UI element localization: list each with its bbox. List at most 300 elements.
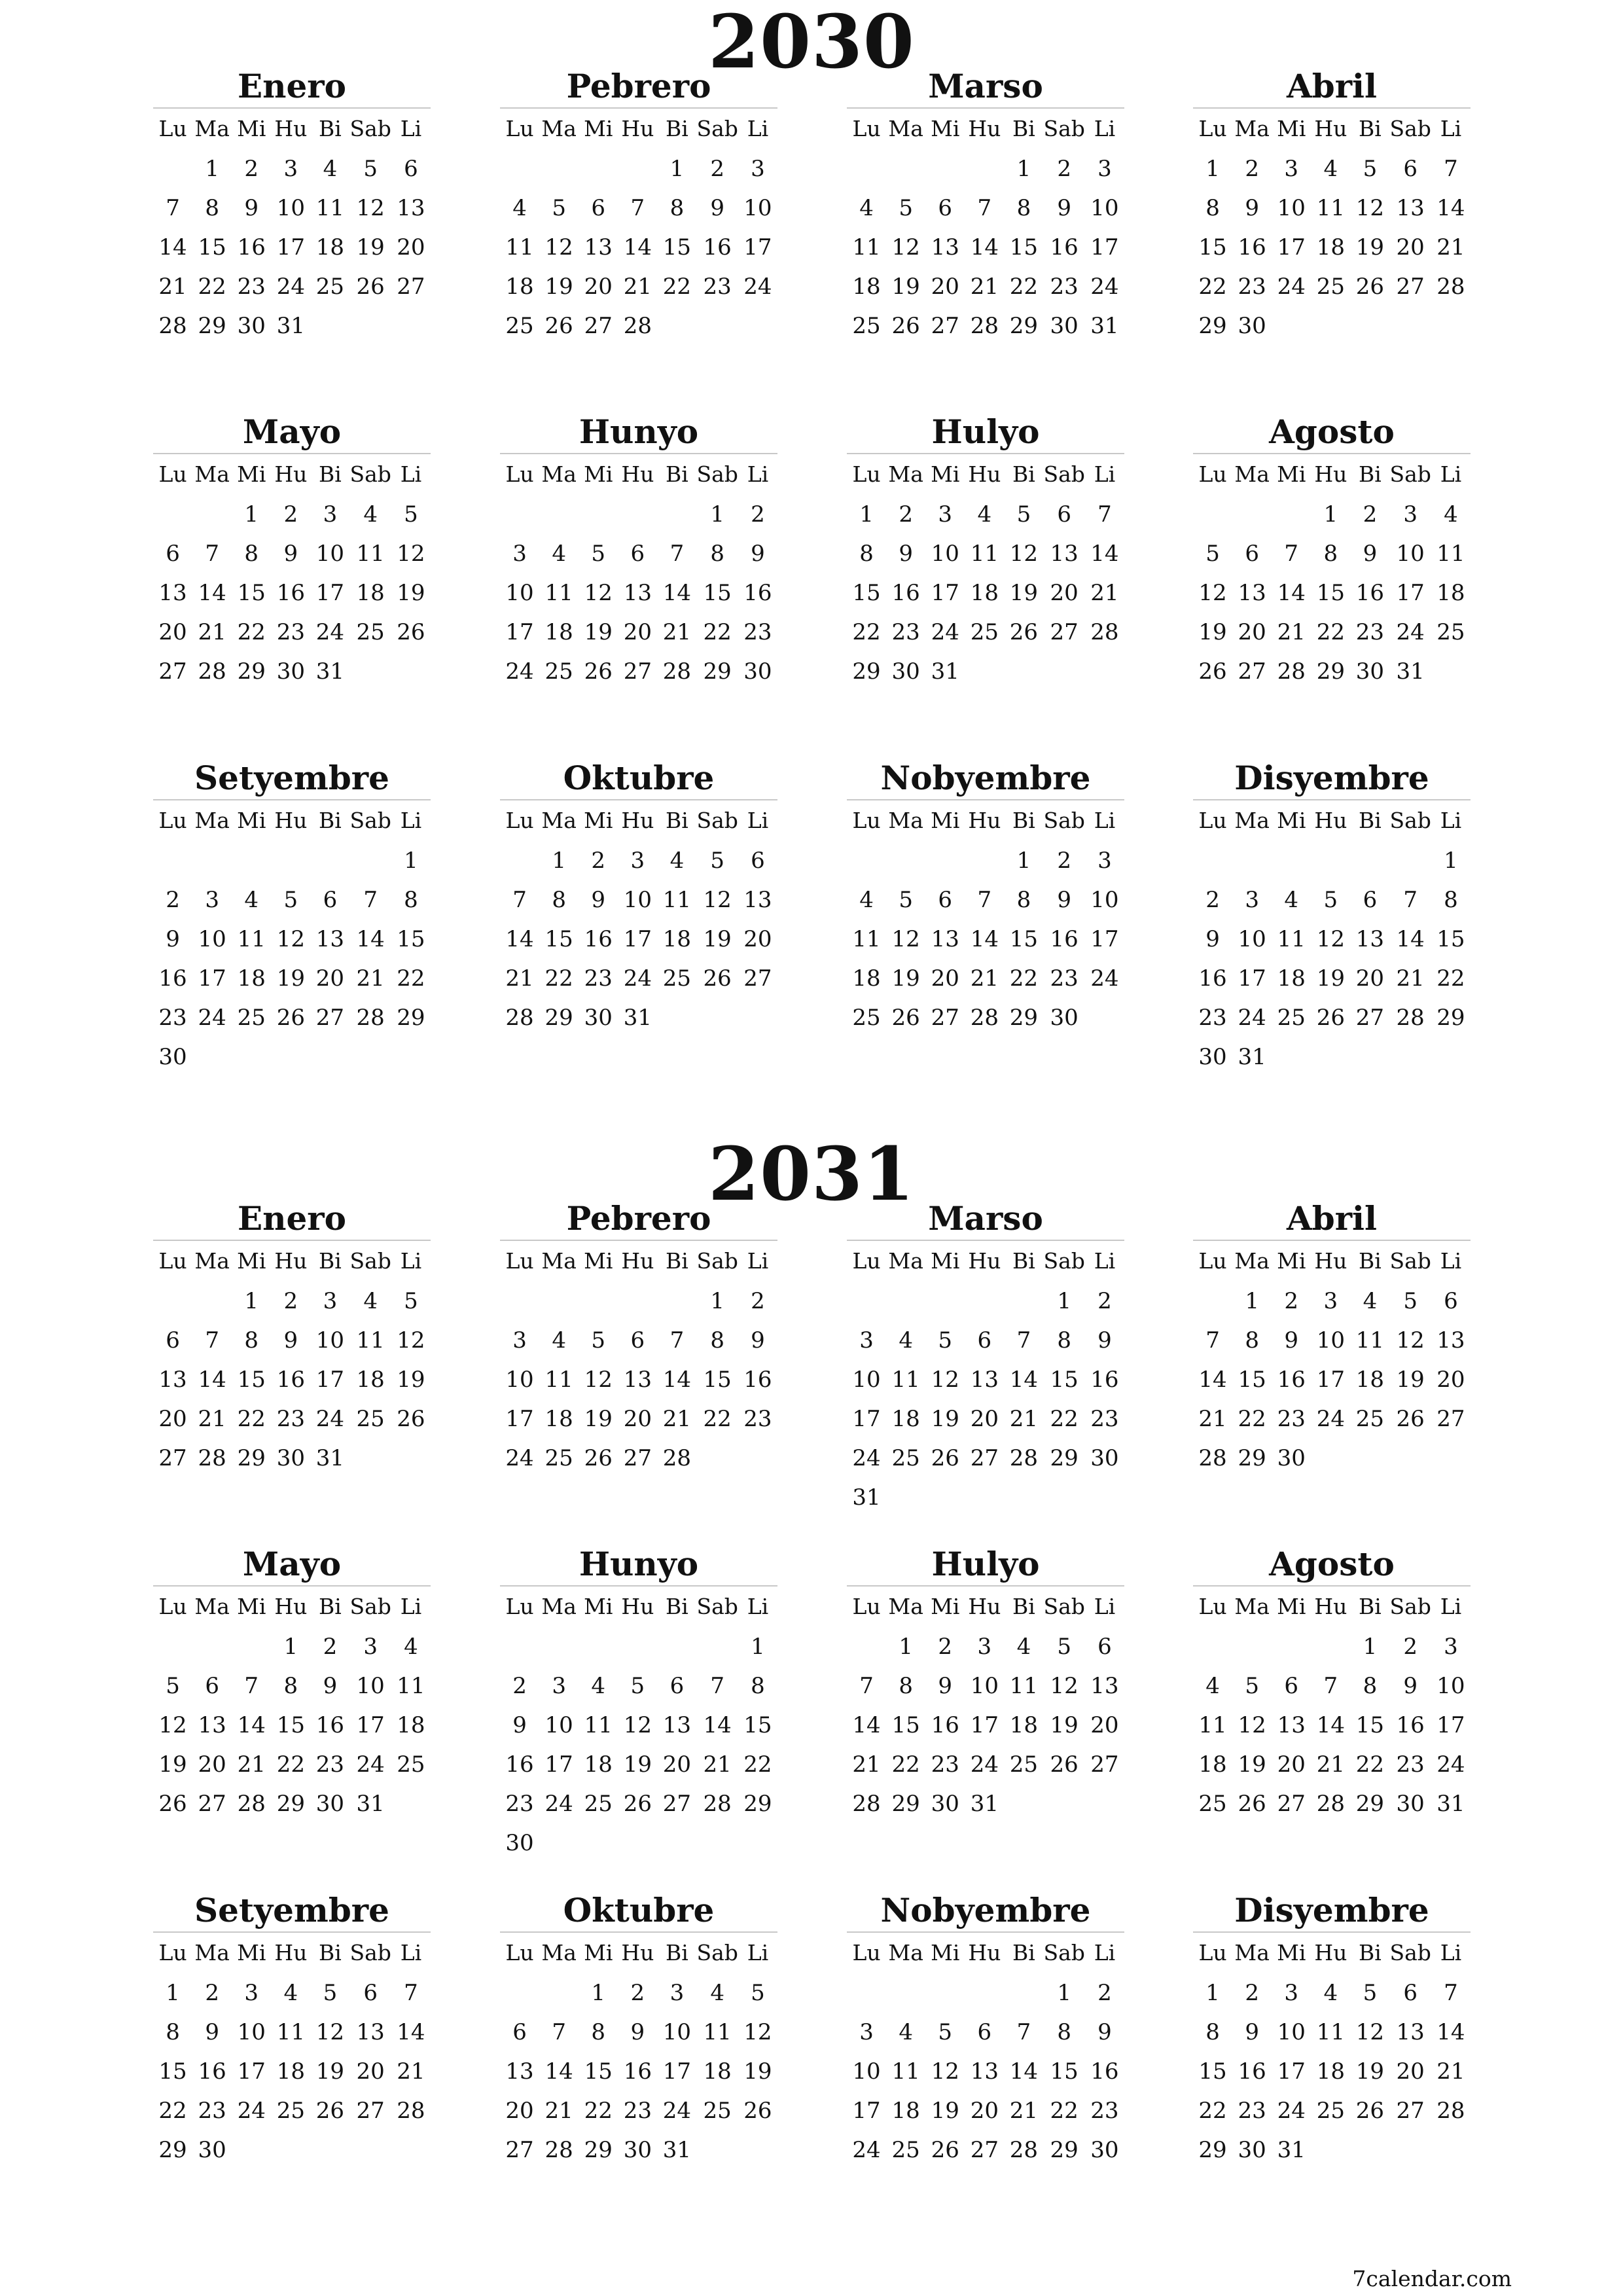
day-cell: 12 [315,2019,345,2045]
day-empty [657,1627,696,1666]
day-cell: 3 [512,1327,527,1354]
day-cell: 21 [158,274,187,300]
day-cell: 28 [1316,1791,1345,1817]
day-cell: 1 [859,501,874,528]
day-cell: 4 [404,1634,418,1660]
weekday-header: Mi [237,808,266,833]
day-empty [618,1627,657,1666]
day-cell: 11 [1277,926,1306,952]
day-cell: 29 [276,1791,305,1817]
day-cell: 17 [743,234,772,260]
day-cell: 3 [1097,156,1112,182]
day-cell: 16 [315,1712,345,1738]
day-cell: 27 [584,313,613,339]
day-cell: 29 [397,1005,425,1031]
weekday-header: Lu [158,808,187,833]
day-cell: 25 [356,619,385,645]
day-cell: 7 [1097,501,1112,528]
weekday-header: Mi [1277,1594,1306,1619]
weekday-header: Sab [1389,1248,1431,1274]
weekday-header: Ma [1234,1594,1270,1619]
day-cell: 2 [244,156,259,182]
day-cell: 7 [977,195,992,221]
day-cell: 12 [1050,1673,1079,1699]
day-cell: 24 [970,1751,999,1778]
weekday-header: Mi [1277,1248,1306,1274]
day-cell: 8 [283,1673,298,1699]
day-cell: 17 [198,965,226,992]
day-empty [232,841,271,880]
weekday-header: Mi [931,1940,960,1965]
day-empty [657,495,696,534]
day-cell: 30 [1050,313,1079,339]
day-cell: 25 [1316,2098,1345,2124]
day-cell: 17 [970,1712,999,1738]
day-cell: 2 [1245,156,1259,182]
day-cell: 4 [1016,1634,1031,1660]
day-cell: 17 [237,2058,266,2085]
day-cell: 8 [1363,1673,1378,1699]
day-cell: 23 [237,274,266,300]
day-cell: 20 [931,965,959,992]
day-cell: 10 [198,926,226,952]
day-cell: 8 [751,1673,765,1699]
day-empty [657,1282,696,1321]
weekday-header: Mi [584,1940,613,1965]
day-cell: 9 [283,541,298,567]
day-cell: 21 [662,1406,692,1432]
day-cell: 7 [630,195,645,221]
day-cell: 13 [743,887,772,913]
day-cell: 15 [584,2058,613,2085]
day-cell: 16 [1050,234,1079,260]
day-cell: 30 [237,313,266,339]
day-cell: 1 [1245,1288,1259,1314]
day-cell: 18 [356,580,385,606]
day-cell: 14 [1009,1367,1039,1393]
day-cell: 29 [198,313,226,339]
day-cell: 17 [1316,1367,1345,1393]
day-cell: 21 [852,1751,881,1778]
month-block [500,1890,777,2170]
month-name: Pebrero [500,1198,777,1241]
weekday-header: Sab [696,116,738,141]
day-cell: 10 [743,195,772,221]
day-cell: 24 [315,619,345,645]
month-block [500,411,777,691]
weekday-header: Bi [1012,461,1035,487]
day-cell: 12 [1355,2019,1385,2045]
day-cell: 1 [1444,848,1458,874]
weekday-header: Ma [1234,461,1270,487]
day-cell: 8 [1205,2019,1220,2045]
day-cell: 17 [276,234,305,260]
day-cell: 24 [1090,965,1119,992]
weekday-header: Hu [621,1940,654,1965]
day-cell: 25 [852,1005,881,1031]
day-cell: 4 [899,1327,913,1354]
day-cell: 24 [852,2137,881,2163]
day-empty [271,841,310,880]
day-cell: 27 [397,274,425,300]
day-cell: 7 [1284,541,1299,567]
day-cell: 22 [743,1751,772,1778]
day-cell: 18 [397,1712,425,1738]
day-cell: 9 [283,1327,298,1354]
day-cell: 22 [662,274,692,300]
weekday-header: Sab [1043,1940,1085,1965]
day-cell: 19 [544,274,573,300]
weekday-header: Ma [1234,1940,1270,1965]
day-cell: 4 [363,1288,378,1314]
day-empty [847,841,886,880]
month-days-grid [847,802,1124,1037]
day-cell: 16 [743,580,772,606]
day-cell: 18 [891,1406,920,1432]
day-empty [1232,841,1272,880]
day-empty [1232,1627,1272,1666]
day-cell: 19 [584,1406,613,1432]
day-cell: 20 [931,274,959,300]
day-cell: 21 [662,619,692,645]
day-cell: 19 [1355,2058,1385,2085]
day-cell: 23 [931,1751,959,1778]
day-cell: 25 [891,2137,920,2163]
day-cell: 17 [1396,580,1425,606]
day-cell: 19 [1050,1712,1079,1738]
day-cell: 27 [623,1445,652,1471]
month-days-grid [153,1934,431,2170]
weekday-header: Lu [505,808,534,833]
weekday-header: Hu [274,461,308,487]
day-cell: 13 [931,234,959,260]
day-cell: 15 [237,580,266,606]
day-cell: 28 [544,2137,573,2163]
month-block [847,1890,1124,2170]
day-cell: 30 [1238,313,1266,339]
month-name: Oktubre [500,757,777,800]
day-cell: 27 [1050,619,1079,645]
day-cell: 3 [1403,501,1418,528]
day-cell: 2 [751,501,765,528]
day-cell: 14 [852,1712,881,1738]
day-cell: 24 [852,1445,881,1471]
day-cell: 10 [237,2019,266,2045]
day-cell: 12 [743,2019,772,2045]
day-empty [153,1282,192,1321]
day-cell: 5 [363,156,378,182]
day-cell: 2 [1245,1980,1259,2006]
day-cell: 10 [1396,541,1425,567]
day-cell: 1 [1205,156,1220,182]
day-empty [349,841,391,880]
day-empty [500,1973,539,2013]
day-cell: 12 [397,1327,425,1354]
day-cell: 4 [1284,887,1299,913]
day-cell: 28 [198,1445,226,1471]
weekday-header: Bi [666,461,688,487]
month-name: Enero [153,65,431,109]
day-cell: 24 [1277,2098,1306,2124]
weekday-header: Hu [968,1594,1001,1619]
day-cell: 10 [1090,195,1119,221]
day-cell: 23 [1238,274,1266,300]
day-cell: 9 [512,1712,527,1738]
day-cell: 1 [899,1634,913,1660]
day-cell: 3 [1245,887,1259,913]
day-cell: 23 [505,1791,534,1817]
day-cell: 14 [1396,926,1425,952]
weekday-header: Lu [158,1940,187,1965]
weekday-header: Li [747,1940,769,1965]
day-cell: 6 [1444,1288,1458,1314]
day-empty [618,495,657,534]
weekday-header: Sab [1043,1248,1085,1274]
day-cell: 24 [1396,619,1425,645]
day-cell: 15 [1355,1712,1385,1738]
day-cell: 3 [283,156,298,182]
day-cell: 10 [544,1712,573,1738]
day-cell: 17 [852,1406,881,1432]
day-cell: 16 [276,580,305,606]
weekday-header: Li [1094,808,1116,833]
day-cell: 8 [1057,2019,1071,2045]
day-cell: 22 [1009,274,1039,300]
year-title: 2030 [708,0,915,85]
day-cell: 13 [623,580,652,606]
day-cell: 15 [1198,234,1227,260]
day-cell: 18 [1277,965,1306,992]
month-name: Abril [1193,1198,1471,1241]
day-cell: 3 [512,541,527,567]
weekday-header: Sab [696,808,738,833]
day-cell: 28 [356,1005,385,1031]
day-cell: 14 [198,580,226,606]
day-empty [1311,841,1350,880]
day-cell: 4 [1323,1980,1338,2006]
day-cell: 5 [552,195,566,221]
weekday-header: Lu [1198,116,1227,141]
day-cell: 19 [276,965,305,992]
day-cell: 11 [703,2019,732,2045]
day-cell: 5 [404,501,418,528]
day-cell: 9 [244,195,259,221]
weekday-header: Mi [1277,808,1306,833]
day-cell: 14 [1009,2058,1039,2085]
day-cell: 16 [1090,1367,1119,1393]
weekday-header: Bi [1359,808,1382,833]
day-cell: 30 [1355,658,1385,685]
day-cell: 30 [505,1830,534,1856]
day-cell: 31 [1396,658,1425,685]
month-days-grid [153,802,431,1077]
day-cell: 3 [859,2019,874,2045]
weekday-header: Lu [1198,1940,1227,1965]
month-block [847,65,1124,346]
day-cell: 6 [938,887,953,913]
day-empty [965,1973,1004,2013]
day-cell: 31 [623,1005,652,1031]
day-cell: 23 [1198,1005,1227,1031]
month-block [153,411,431,691]
day-cell: 29 [743,1791,772,1817]
weekday-header: Sab [349,1940,391,1965]
day-cell: 27 [743,965,772,992]
day-cell: 9 [323,1673,338,1699]
day-cell: 4 [977,501,992,528]
month-block [847,411,1124,691]
day-cell: 28 [505,1005,534,1031]
day-cell: 19 [158,1751,187,1778]
day-cell: 22 [1436,965,1465,992]
day-cell: 8 [1444,887,1458,913]
month-days-grid [847,110,1124,346]
day-cell: 10 [276,195,305,221]
day-cell: 29 [1238,1445,1266,1471]
weekday-header: Li [747,1248,769,1274]
weekday-header: Ma [541,1594,577,1619]
day-cell: 30 [743,658,772,685]
day-empty [1311,1627,1350,1666]
weekday-header: Sab [1043,808,1085,833]
day-cell: 2 [283,501,298,528]
day-cell: 19 [891,274,920,300]
day-cell: 13 [356,2019,385,2045]
day-empty [192,495,232,534]
month-block [153,1198,431,1478]
weekday-header: Sab [349,461,391,487]
day-cell: 10 [1277,2019,1306,2045]
day-cell: 11 [1355,1327,1385,1354]
day-cell: 7 [1403,887,1418,913]
weekday-header: Sab [349,1248,391,1274]
day-cell: 9 [751,541,765,567]
day-cell: 3 [1444,1634,1458,1660]
day-cell: 7 [710,1673,724,1699]
day-cell: 16 [584,926,613,952]
day-cell: 30 [931,1791,959,1817]
month-name: Hulyo [847,411,1124,454]
day-cell: 2 [1284,1288,1299,1314]
day-cell: 22 [544,965,573,992]
month-name: Enero [153,1198,431,1241]
day-cell: 7 [205,541,219,567]
day-cell: 25 [662,965,692,992]
day-cell: 26 [623,1791,652,1817]
day-cell: 20 [1277,1751,1306,1778]
day-cell: 2 [938,1634,953,1660]
day-cell: 3 [363,1634,378,1660]
day-cell: 27 [1436,1406,1465,1432]
day-cell: 15 [891,1712,920,1738]
day-cell: 22 [891,1751,920,1778]
day-cell: 4 [899,2019,913,2045]
day-cell: 16 [505,1751,534,1778]
weekday-header: Sab [696,461,738,487]
day-cell: 2 [205,1980,219,2006]
day-cell: 6 [205,1673,219,1699]
weekday-header: Hu [1314,461,1347,487]
day-cell: 30 [158,1044,187,1070]
day-cell: 4 [1444,501,1458,528]
day-cell: 16 [276,1367,305,1393]
day-cell: 27 [158,658,187,685]
day-cell: 21 [970,965,999,992]
day-cell: 1 [710,501,724,528]
day-cell: 17 [1238,965,1266,992]
day-cell: 28 [158,313,187,339]
day-cell: 19 [931,2098,959,2124]
day-cell: 15 [1238,1367,1266,1393]
day-cell: 5 [1363,156,1378,182]
day-cell: 11 [237,926,266,952]
day-cell: 15 [703,580,732,606]
day-cell: 16 [1277,1367,1306,1393]
weekday-header: Lu [1198,1594,1227,1619]
day-cell: 7 [1016,2019,1031,2045]
day-cell: 25 [852,313,881,339]
day-cell: 21 [505,965,534,992]
weekday-header: Sab [1389,116,1431,141]
day-cell: 12 [584,1367,613,1393]
day-cell: 25 [505,313,534,339]
day-cell: 13 [1277,1712,1306,1738]
weekday-header: Ma [194,1940,230,1965]
day-cell: 12 [158,1712,187,1738]
day-cell: 13 [1396,195,1425,221]
day-cell: 25 [703,2098,732,2124]
day-cell: 22 [852,619,881,645]
day-cell: 3 [938,501,953,528]
day-cell: 18 [970,580,999,606]
day-cell: 21 [1009,2098,1039,2124]
day-cell: 10 [970,1673,999,1699]
day-cell: 29 [1050,1445,1079,1471]
day-cell: 23 [315,1751,345,1778]
month-block [1193,65,1471,346]
day-cell: 17 [356,1712,385,1738]
day-cell: 17 [1090,234,1119,260]
day-cell: 24 [931,619,959,645]
day-cell: 5 [166,1673,180,1699]
day-cell: 17 [852,2098,881,2124]
day-cell: 26 [1050,1751,1079,1778]
day-cell: 9 [751,1327,765,1354]
day-cell: 5 [899,195,913,221]
day-cell: 27 [662,1791,692,1817]
month-name: Disyembre [1193,757,1471,800]
day-cell: 6 [751,848,765,874]
day-cell: 7 [363,887,378,913]
day-cell: 25 [237,1005,266,1031]
weekday-header: Li [1440,1594,1462,1619]
weekday-header: Bi [1012,116,1035,141]
day-cell: 20 [198,1751,226,1778]
day-cell: 9 [710,195,724,221]
day-cell: 8 [1245,1327,1259,1354]
weekday-header: Lu [505,116,534,141]
day-cell: 3 [1284,1980,1299,2006]
day-cell: 4 [552,541,566,567]
weekday-header: Sab [349,1594,391,1619]
day-empty [847,1282,886,1321]
month-name: Disyembre [1193,1890,1471,1933]
day-cell: 31 [1090,313,1119,339]
day-cell: 9 [1205,926,1220,952]
day-cell: 22 [276,1751,305,1778]
day-cell: 29 [852,658,881,685]
day-cell: 24 [276,274,305,300]
